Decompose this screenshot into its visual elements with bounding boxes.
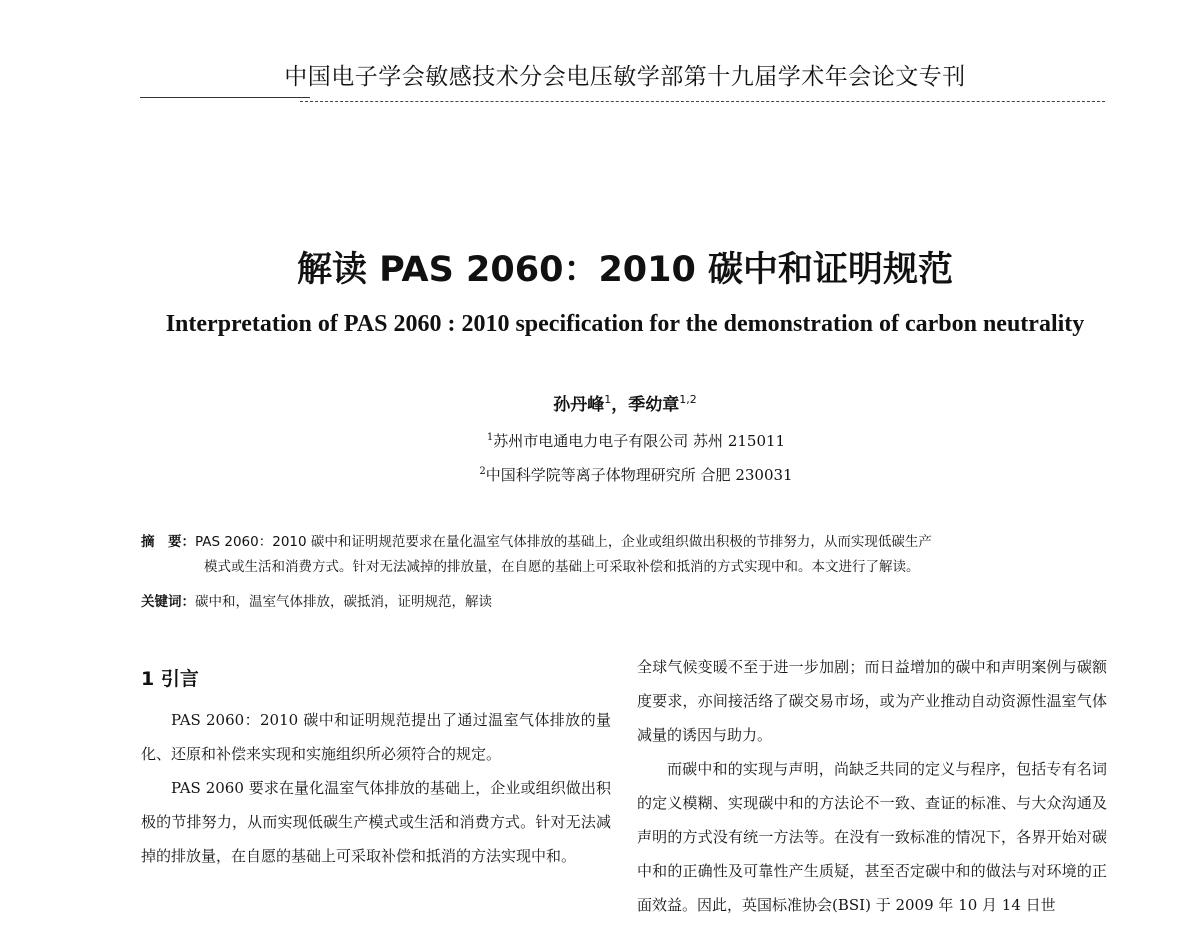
affiliation-1 <box>0 430 1200 451</box>
abstract-line-2 <box>141 555 1121 580</box>
journal-header: 中国电子学会敏感技术分会电压敏学部第十九届学术年会论文专刊 <box>284 64 966 90</box>
abstract-line-1 <box>141 530 1121 555</box>
author-name: 季幼章 <box>628 395 680 415</box>
paper-title-cn: 解读 PAS 2060：2010 碳中和证明规范 <box>296 250 954 290</box>
abstract-text-2: 模式或生活和消费方式。针对无法减掉的排放量，在自愿的基础上可采取补偿和抵消的方式实现中和。本文进行了解读。 <box>204 559 920 575</box>
left-column <box>141 703 611 873</box>
author-list <box>0 390 1200 415</box>
author-sup: 1 <box>604 393 612 406</box>
keywords-text: 碳中和，温室气体排放，碳抵消，证明规范，解读 <box>195 594 492 610</box>
author-name: 孙丹峰 <box>553 395 605 415</box>
author-separator: ， <box>611 395 629 415</box>
affiliation-text: 苏州市电通电力电子有限公司 苏州 215011 <box>493 432 786 450</box>
abstract-text-1: PAS 2060：2010 碳中和证明规范要求在量化温室气体排放的基础上，企业或组织做出积极的节排努力，从而实现低碳生产 <box>195 534 932 550</box>
affiliation-text: 中国科学院等离子体物理研究所 合肥 230031 <box>485 466 793 484</box>
affiliation-2 <box>0 464 1200 485</box>
paper-title-en: Interpretation of PAS 2060 : 2010 specification for the demonstration of carbon neutrality <box>165 311 1085 337</box>
header-rule-left <box>140 97 310 98</box>
affiliation-sup: 1 <box>486 432 494 443</box>
keywords-label: 关键词： <box>141 594 195 610</box>
author-sup: 1,2 <box>679 393 697 406</box>
paragraph: 全球气候变暖不至于进一步加剧；而日益增加的碳中和声明案例与碳额度要求，亦间接活络了碳交易市场，或为产业推动自动资源性温室气体减量的诱因与助力。 <box>637 658 1107 744</box>
header-rule-dashed <box>300 101 1105 102</box>
keywords <box>141 590 1121 615</box>
right-column <box>637 650 1107 922</box>
paragraph: PAS 2060：2010 碳中和证明规范提出了通过温室气体排放的量化、还原和补偿来实现和实施组织所必须符合的规定。 <box>141 711 611 763</box>
section-heading: 1 引言 <box>141 668 199 690</box>
paragraph: 而碳中和的实现与声明，尚缺乏共同的定义与程序，包括专有名词的定义模糊、实现碳中和的方法论不一致、查证的标准、与大众沟通及声明的方式没有统一方法等。在没有一致标准的情况下，各界开始对碳中和的正确性及可靠性产生质疑，甚至否定碳中和的做法与对环境的正面效益。因此，英国标准协会(BSI) 于 2009 年 10 月 14 日世 <box>637 760 1107 914</box>
abstract <box>141 530 1121 580</box>
paragraph: PAS 2060 要求在量化温室气体排放的基础上，企业或组织做出积极的节排努力，从而实现低碳生产模式或生活和消费方式。针对无法减掉的排放量，在自愿的基础上可采取补偿和抵消的方法实现中和。 <box>141 779 611 865</box>
affiliation-sup: 2 <box>479 466 486 477</box>
abstract-label: 摘 要： <box>141 534 195 550</box>
